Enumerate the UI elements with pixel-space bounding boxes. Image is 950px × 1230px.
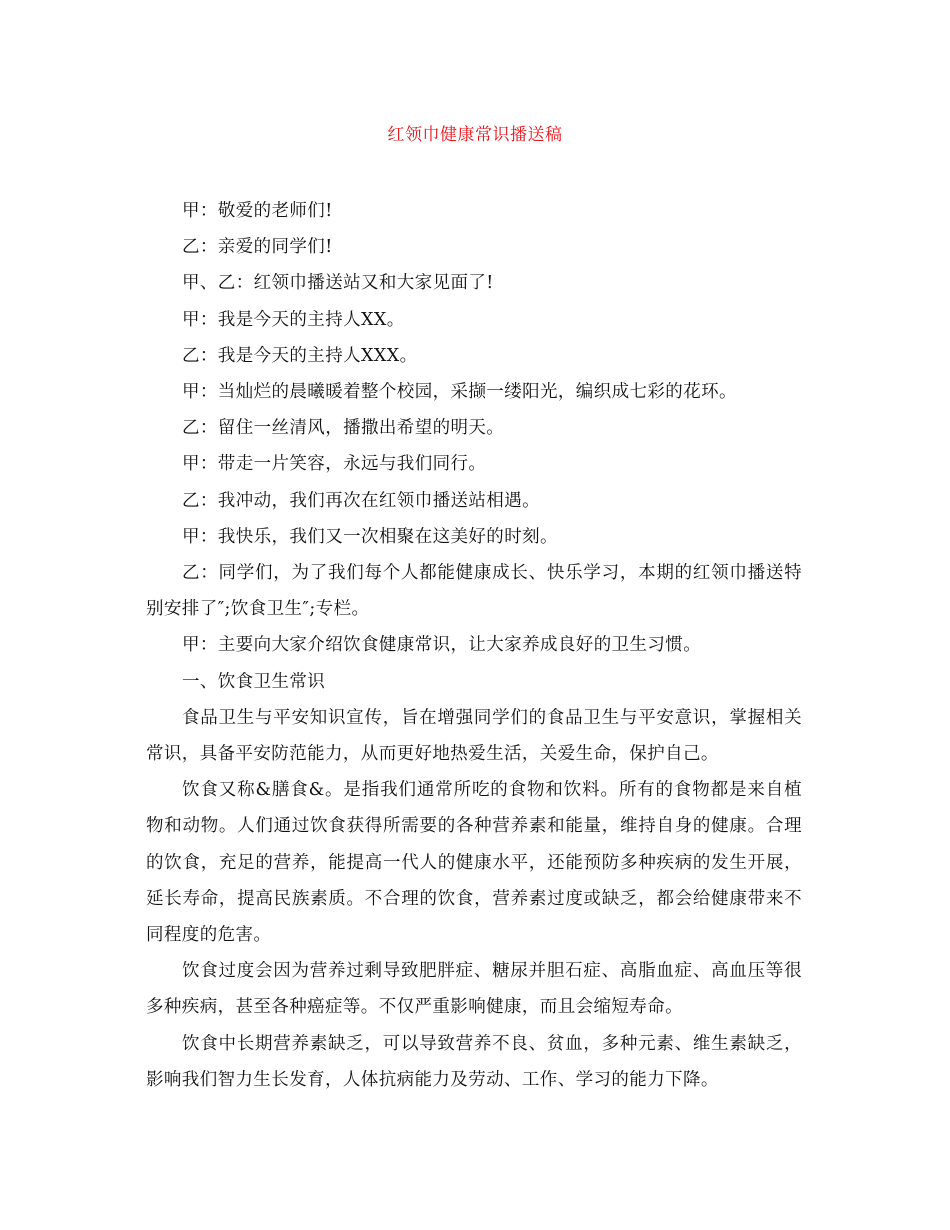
paragraph: 甲：当灿烂的晨曦暖着整个校园，采撷一缕阳光，编织成七彩的花环。 [182,382,737,403]
paragraph: 甲：敬爱的老师们! [182,201,333,221]
document-body [146,193,802,1098]
paragraph: 饮食过度会因为营养过剩导致肥胖症、糖尿并胆石症、高脂血症、高血压等很多种疾病，甚至各种癌症等。不仅严重影响健康，而且会缩短寿命。 [146,961,802,1018]
paragraph: 乙：亲爱的同学们! [182,237,333,258]
document-title: 红领巾健康常识播送稿 [387,125,563,145]
paragraph: 甲：我快乐，我们又一次相聚在这美好的时刻。 [182,526,558,547]
paragraph: 食品卫生与平安知识宣传，旨在增强同学们的食品卫生与平安意识，掌握相关常识，具备平安防范能力，从而更好地热爱生活，关爱生命，保护自己。 [146,707,802,765]
paragraph: 乙：我是今天的主持人XXX。 [182,345,418,366]
paragraph: 饮食又称&膳食&。是指我们通常所吃的食物和饮料。所有的食物都是来自植物和动物。人们通过饮食获得所需要的各种营养素和能量，维持自身的健康。合理的饮食，充足的营养，能提高一代人的健康水平，还能预防多种疾病的发生开展，延长寿命，提高民族素质。不合理的饮食，营养素过度或缺乏，都会给健康带来不同程度的危害。 [146,780,802,946]
paragraph: 甲：我是今天的主持人XX。 [182,309,405,330]
paragraph: 饮食中长期营养素缺乏，可以导致营养不良、贫血，多种元素、维生素缺乏，影响我们智力生长发育，人体抗病能力及劳动、工作、学习的能力下降。 [146,1033,802,1090]
paragraph: 乙：我冲动，我们再次在红领巾播送站相遇。 [182,490,540,511]
section-heading: 一、饮食卫生常识 [182,671,326,692]
paragraph: 乙：同学们，为了我们每个人都能健康成长、快乐学习，本期的红领巾播送特别安排了″;饮食卫生″;专栏。 [146,563,802,620]
paragraph: 甲：主要向大家介绍饮食健康常识，让大家养成良好的卫生习惯。 [182,635,702,656]
paragraph: 甲、乙：红领巾播送站又和大家见面了! [182,273,494,294]
paragraph: 甲：带走一片笑容，永远与我们同行。 [182,454,487,475]
paragraph: 乙：留住一丝清风，播撒出希望的明天。 [182,418,505,439]
